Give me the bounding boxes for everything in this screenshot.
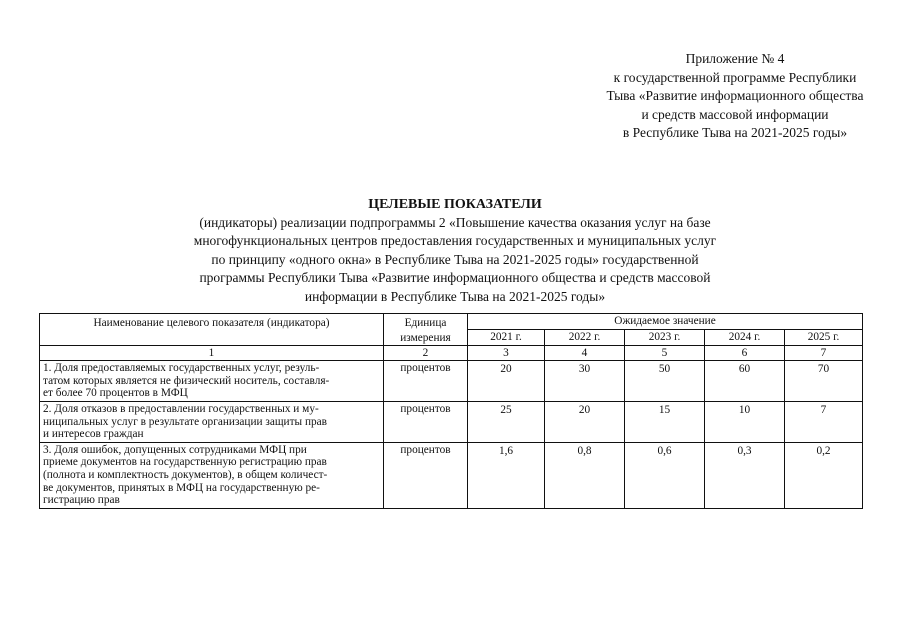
indicator-name-line: приеме документов на государственную регистрацию прав	[43, 456, 327, 469]
header-unit	[384, 314, 468, 346]
appendix-line: Приложение № 4	[685, 51, 785, 66]
heading-line: по принципу «одного окна» в Республике Тыва на 2021-2025 годы» государственной	[211, 251, 699, 267]
indicator-name-line: татом которых является не физический носитель, составля-	[43, 374, 330, 387]
indicator-name-line: ве документов, принятых в МФЦ на государственную ре-	[43, 481, 320, 494]
indicator-name-line: (полнота и комплектность документов), в общем количест-	[43, 468, 328, 481]
heading-line: информации в Республике Тыва на 2021-2025 годы»	[304, 288, 606, 304]
indicator-unit: процентов	[384, 361, 468, 402]
indicator-unit: процентов	[384, 401, 468, 442]
appendix-line: в Республике Тыва на 2021-2025 годы»	[622, 125, 848, 141]
heading-line: (индикаторы) реализации подпрограммы 2 «Повышение качества оказания услуг на базе	[199, 215, 711, 230]
indicator-value: 10	[705, 401, 785, 442]
column-number: 7	[785, 346, 863, 361]
header-unit-line: Единица	[404, 317, 447, 329]
appendix-line: Тыва «Развитие информационного общества	[606, 88, 864, 104]
column-number: 3	[468, 346, 545, 361]
heading-line: программы Республики Тыва «Развитие информационного общества и средств массовой	[199, 270, 711, 286]
column-number: 2	[384, 346, 468, 361]
table-row	[40, 361, 863, 402]
indicator-value: 0,3	[705, 442, 785, 508]
indicator-value: 25	[468, 401, 545, 442]
indicator-value: 7	[785, 401, 863, 442]
indicator-name-line: гистрацию прав	[43, 494, 120, 507]
indicator-name-line: ет более 70 процентов в МФЦ	[43, 387, 188, 400]
indicator-name-line: 1. Доля предоставляемых государственных услуг, резуль-	[43, 362, 320, 375]
indicator-name-line: и интересов граждан	[43, 428, 144, 441]
column-number: 1	[40, 346, 384, 361]
header-year: 2023 г.	[625, 330, 705, 346]
header-year: 2024 г.	[705, 330, 785, 346]
document-title: ЦЕЛЕВЫЕ ПОКАЗАТЕЛИ	[368, 197, 542, 212]
indicator-unit: процентов	[384, 442, 468, 508]
indicator-value: 70	[785, 361, 863, 402]
indicator-value: 20	[468, 361, 545, 402]
table-row	[40, 442, 863, 508]
header-year: 2021 г.	[468, 330, 545, 346]
indicator-name-line: 3. Доля ошибок, допущенных сотрудниками МФЦ при	[43, 443, 307, 456]
table-row	[40, 401, 863, 442]
indicator-name	[40, 361, 384, 402]
indicator-value: 0,8	[545, 442, 625, 508]
header-expected-value: Ожидаемое значение	[468, 314, 863, 330]
header-indicator-name: Наименование целевого показателя (индикатора)	[40, 314, 384, 346]
indicator-value: 30	[545, 361, 625, 402]
appendix-line: к государственной программе Республики	[613, 69, 857, 85]
indicator-name-line: ниципальных услуг в результате организации защиты прав	[43, 415, 327, 428]
header-year: 2022 г.	[545, 330, 625, 346]
indicator-name	[40, 442, 384, 508]
column-number: 5	[625, 346, 705, 361]
indicator-value: 20	[545, 401, 625, 442]
indicator-value: 1,6	[468, 442, 545, 508]
heading-line: многофункциональных центров предоставления государственных и муниципальных услуг	[193, 233, 717, 249]
indicator-name-line: 2. Доля отказов в предоставлении государственных и му-	[43, 402, 319, 415]
column-number: 6	[705, 346, 785, 361]
indicator-value: 15	[625, 401, 705, 442]
indicator-name	[40, 401, 384, 442]
indicator-value: 50	[625, 361, 705, 402]
column-numbering-row	[40, 346, 863, 361]
indicators-table	[39, 313, 863, 509]
indicator-value: 0,6	[625, 442, 705, 508]
document-heading	[130, 196, 780, 306]
header-year: 2025 г.	[785, 330, 863, 346]
indicator-value: 60	[705, 361, 785, 402]
appendix-note	[560, 50, 905, 143]
indicator-value: 0,2	[785, 442, 863, 508]
header-unit-line: измерения	[400, 331, 451, 344]
appendix-line: и средств массовой информации	[641, 106, 829, 122]
column-number: 4	[545, 346, 625, 361]
